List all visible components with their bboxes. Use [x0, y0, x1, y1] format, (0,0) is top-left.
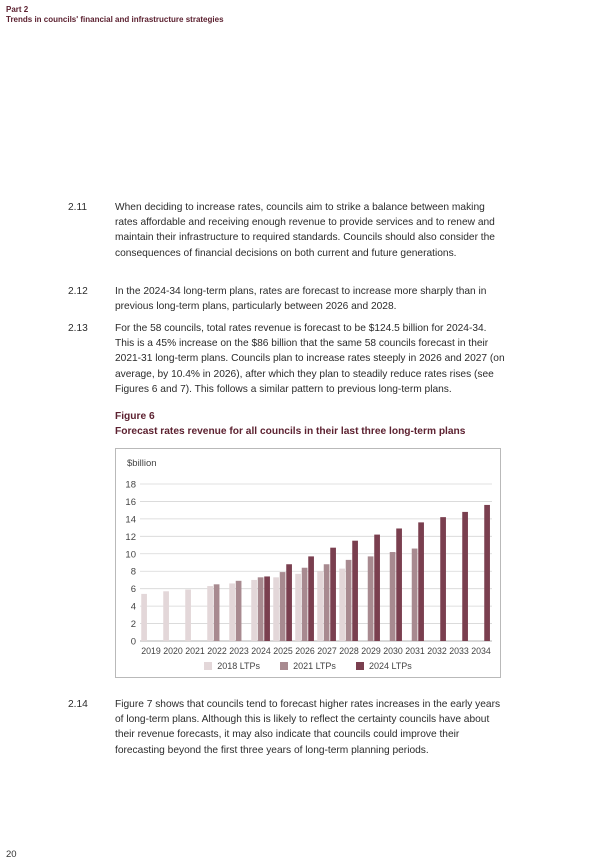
y-axis-label: $billion — [127, 458, 157, 469]
paragraph-text: In the 2024-34 long-term plans, rates are forecast to increase more sharply than in previous long-term plans, particularly between 2026 and 2028. — [115, 286, 487, 313]
bar — [418, 522, 424, 641]
legend-item — [204, 661, 260, 671]
x-tick-label: 2026 — [295, 646, 315, 656]
bar — [258, 577, 264, 641]
bar — [302, 568, 308, 641]
chart-plot — [116, 449, 502, 659]
x-tick-label: 2022 — [207, 646, 227, 656]
bar — [352, 541, 358, 641]
bar — [286, 564, 292, 641]
bar — [317, 571, 323, 641]
bar — [412, 549, 418, 641]
chart-figure-6 — [115, 448, 501, 678]
paragraph-number: 2.12 — [68, 286, 88, 297]
x-tick-label: 2025 — [273, 646, 293, 656]
x-tick-label: 2023 — [229, 646, 249, 656]
legend-label: 2024 LTPs — [368, 661, 412, 671]
legend-item — [280, 661, 336, 671]
legend-swatch — [204, 662, 212, 670]
x-tick-label: 2030 — [383, 646, 403, 656]
paragraph-number: 2.14 — [68, 699, 88, 710]
bar — [374, 535, 380, 641]
y-tick-label: 10 — [125, 549, 136, 561]
bar — [339, 569, 345, 641]
paragraph-text: When deciding to increase rates, councils aim to strike a balance between making rates affordable and receiving enough revenue to provide services and to renew and maintain their infrastructure to required standards. Councils should also consider the consequences of financial decisions on both current and future generations. — [115, 202, 495, 259]
x-tick-label: 2028 — [339, 646, 359, 656]
y-tick-label: 14 — [125, 514, 136, 526]
bar — [207, 586, 213, 641]
page-number: 20 — [6, 849, 17, 860]
header-subtitle: Trends in councils' financial and infrastructure strategies — [6, 15, 224, 24]
bar — [295, 574, 301, 641]
x-tick-label: 2029 — [361, 646, 381, 656]
x-tick-label: 2019 — [141, 646, 161, 656]
header-part: Part 2 — [6, 5, 29, 14]
paragraph-text: For the 58 councils, total rates revenue is forecast to be $124.5 billion for 2024-34. This is a 45% increase on the $86 billion that the same 58 councils forecast in their 2021-31 long-term plans. Councils plan to increase rates steeply in 2026 and 2027 (on average, by 10.4% in 2026), after which they plan to steadily reduce rates rises (see Figures 6 and 7). This follows a similar pattern to previous long-term plans. — [115, 323, 505, 395]
bar — [308, 556, 314, 641]
legend-item — [356, 661, 412, 671]
bar — [324, 564, 330, 641]
paragraph-number: 2.11 — [68, 202, 88, 213]
bar — [346, 560, 352, 641]
bar — [462, 512, 468, 641]
bar — [390, 552, 396, 641]
y-tick-label: 16 — [125, 496, 136, 508]
x-tick-label: 2032 — [427, 646, 447, 656]
bar — [484, 505, 490, 641]
x-tick-label: 2027 — [317, 646, 337, 656]
x-tick-label: 2031 — [405, 646, 425, 656]
legend-label: 2018 LTPs — [217, 661, 261, 671]
bar — [273, 577, 279, 641]
y-tick-label: 8 — [130, 566, 136, 578]
legend-label: 2021 LTPs — [293, 661, 336, 671]
x-tick-label: 2033 — [449, 646, 469, 656]
bar — [185, 590, 191, 641]
x-tick-label: 2020 — [163, 646, 183, 656]
x-tick-label: 2024 — [251, 646, 271, 656]
bar — [280, 572, 286, 641]
bar — [264, 576, 270, 641]
paragraph-number: 2.13 — [68, 323, 88, 334]
bar — [236, 581, 242, 641]
y-tick-label: 0 — [130, 636, 136, 648]
y-tick-label: 2 — [130, 619, 136, 631]
bar — [141, 594, 147, 641]
bar — [163, 591, 169, 641]
bar — [368, 556, 374, 641]
y-tick-label: 12 — [125, 531, 136, 543]
bar — [251, 580, 257, 641]
figure-label: Figure 6 — [115, 411, 155, 422]
bar — [214, 584, 220, 641]
figure-title: Forecast rates revenue for all councils in their last three long-term plans — [115, 426, 466, 437]
bar — [440, 517, 446, 641]
bar — [330, 548, 336, 641]
paragraph-text: Figure 7 shows that councils tend to forecast higher rates increases in the early years of long-term plans. Although this is likely to reflect the certainty councils have about their revenue forecasts, it may also indicate that councils could improve their forecasting beyond the first three years of long-term planning periods. — [115, 699, 501, 756]
x-tick-label: 2021 — [185, 646, 205, 656]
chart-legend — [116, 661, 500, 671]
legend-swatch — [356, 662, 364, 670]
y-tick-label: 4 — [130, 601, 136, 613]
bar — [396, 528, 402, 641]
y-tick-label: 6 — [130, 584, 136, 596]
legend-swatch — [280, 662, 288, 670]
bar — [229, 583, 235, 641]
x-tick-label: 2034 — [471, 646, 491, 656]
y-tick-label: 18 — [125, 479, 136, 491]
